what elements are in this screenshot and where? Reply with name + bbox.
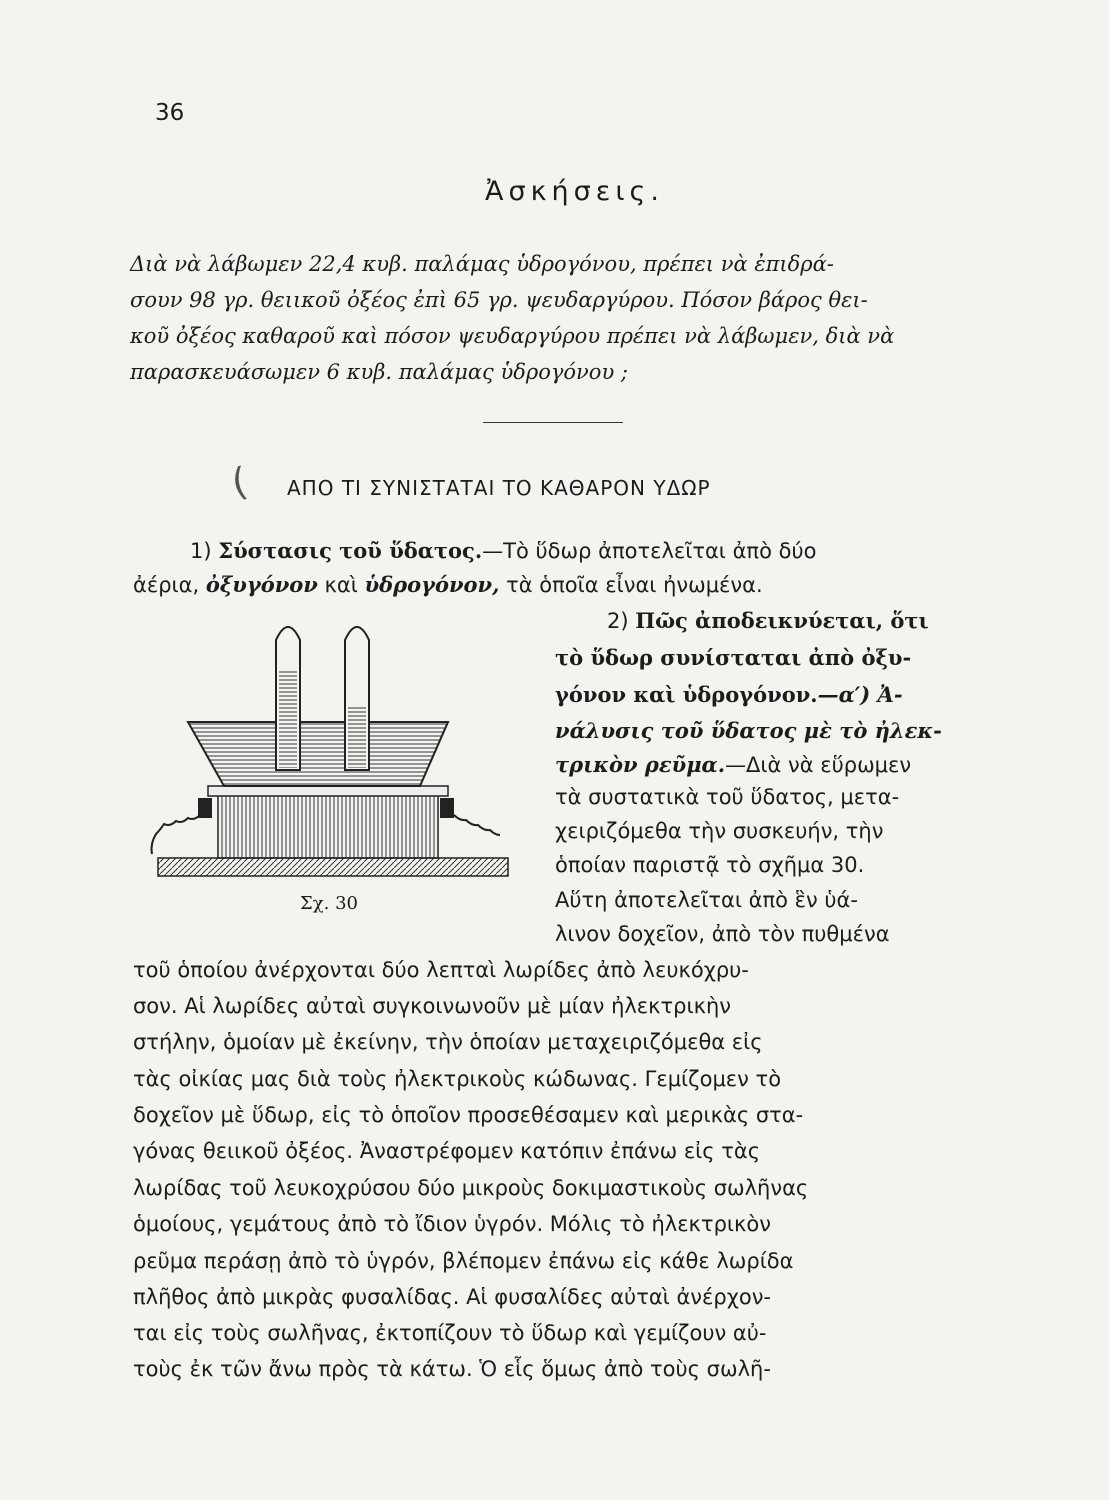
- exercise-line: παρασκευάσωμεν 6 κυβ. παλάμας ὑδρογόνου ;: [130, 360, 628, 384]
- body-line: ρεῦμα περάσῃ ἀπὸ τὸ ὑγρόν, βλέπομεν ἐπάνω εἰς κάθε λωρίδα: [133, 1249, 794, 1273]
- paragraph-2-line: τὰ συστατικὰ τοῦ ὕδατος, μετα-: [555, 785, 900, 809]
- paragraph-2-line-2: τὸ ὕδωρ συνίσταται ἀπὸ ὀξυ-: [555, 645, 912, 670]
- text-run: τὰ ὁποῖα εἶναι ἠνωμένα.: [499, 573, 763, 597]
- exercise-line: Διὰ νὰ λάβωμεν 22,4 κυβ. παλάμας ὑδρογόνου, πρέπει νὰ ἐπιδρά-: [130, 252, 834, 276]
- paragraph-2-line-5: [555, 752, 911, 777]
- chapter-heading: ΑΠΟ ΤΙ ΣΥΝΙΣΤΑΤΑΙ ΤΟ ΚΑΘΑΡΟΝ ΥΔΩΡ: [287, 476, 711, 500]
- text-run: —Διὰ νὰ εὕρωμεν: [725, 753, 912, 777]
- paragraph-2-line-4: νάλυσις τοῦ ὕδατος μὲ τὸ ἠλεκ-: [555, 718, 942, 743]
- paragraph-number: 1): [190, 539, 219, 563]
- paragraph-1-line-1: [190, 538, 816, 563]
- exercise-text: [130, 246, 990, 390]
- bold-term: Σύστασις τοῦ ὕδατος.: [218, 538, 483, 563]
- body-line: σον. Αἱ λωρίδες αὐταὶ συγκοινωνοῦν μὲ μίαν ἠλεκτρικὴν: [133, 994, 732, 1018]
- body-line: στήλην, ὁμοίαν μὲ ἐκείνην, τὴν ὁποίαν μεταχειριζόμεθα εἰς: [133, 1030, 763, 1054]
- body-line: πλῆθος ἀπὸ μικρὰς φυσαλίδας. Αἱ φυσαλίδες αὐταὶ ἀνέρχον-: [133, 1285, 771, 1309]
- body-line: δοχεῖον μὲ ὕδωρ, εἰς τὸ ὁποῖον προσεθέσαμεν καὶ μερικὰς στα-: [133, 1103, 804, 1127]
- paragraph-1-line-2: [133, 572, 763, 597]
- bold-italic-term: —α′) Ἀ-: [817, 682, 903, 707]
- paragraph-2-line-1: [607, 608, 929, 633]
- bold-term: Πῶς ἀποδεικνύεται, ὅτι: [635, 608, 929, 633]
- bold-italic-term: τρικὸν ρεῦμα.: [555, 752, 726, 777]
- exercise-line: σουν 98 γρ. θειικοῦ ὀξέος ἐπὶ 65 γρ. ψευδαργύρου. Πόσον βάρος θει-: [130, 288, 868, 312]
- paragraph-2-line: Αὕτη ἀποτελεῖται ἀπὸ ἓν ὑά-: [555, 888, 858, 912]
- bold-italic-term: ὑδρογόνον,: [364, 572, 500, 597]
- bold-italic-term: ὀξυγόνον: [205, 572, 318, 597]
- body-line: τοὺς ἐκ τῶν ἄνω πρὸς τὰ κάτω. Ὁ εἷς ὅμως ἀπὸ τοὺς σωλῆ-: [133, 1357, 771, 1381]
- bold-term: γόνον καὶ ὑδρογόνον.: [555, 682, 818, 707]
- section-divider: [483, 422, 623, 423]
- body-line: τοῦ ὁποίου ἀνέρχονται δύο λεπταὶ λωρίδες ἀπὸ λευκόχρυ-: [133, 958, 749, 982]
- section-title: Ἀσκήσεις.: [485, 176, 664, 207]
- exercise-line: κοῦ ὀξέος καθαροῦ καὶ πόσον ψευδαργύρου πρέπει νὰ λάβωμεν, διὰ νὰ: [130, 324, 895, 348]
- heading-pencil-mark: (: [228, 459, 251, 505]
- paragraph-number: 2): [607, 609, 636, 633]
- paragraph-2-line: χειριζόμεθα τὴν συσκευήν, τὴν: [555, 819, 884, 843]
- body-line: τὰς οἰκίας μας διὰ τοὺς ἠλεκτρικοὺς κώδωνας. Γεμίζομεν τὸ: [133, 1067, 782, 1091]
- body-line: λωρίδας τοῦ λευκοχρύσου δύο μικροὺς δοκιμαστικοὺς σωλῆνας: [133, 1176, 809, 1200]
- text-run: ἀέρια,: [133, 573, 206, 597]
- body-line: γόνας θειικοῦ ὀξέος. Ἀναστρέφομεν κατόπιν ἐπάνω εἰς τὰς: [133, 1139, 761, 1163]
- text-run: —Τὸ ὕδωρ ἀποτελεῖται ἀπὸ δύο: [482, 539, 817, 563]
- electrolysis-apparatus-figure: [148, 610, 518, 885]
- paragraph-2-line: λινον δοχεῖον, ἀπὸ τὸν πυθμένα: [555, 922, 890, 946]
- paragraph-2-line: ὁποίαν παριστᾷ τὸ σχῆμα 30.: [555, 853, 865, 877]
- text-run: καὶ: [317, 573, 365, 597]
- page-number: 36: [155, 100, 185, 126]
- body-line: ὁμοίους, γεμάτους ἀπὸ τὸ ἴδιον ὑγρόν. Μόλις τὸ ἠλεκτρικὸν: [133, 1212, 771, 1236]
- figure-caption: Σχ. 30: [300, 893, 358, 914]
- body-line: ται εἰς τοὺς σωλῆνας, ἐκτοπίζουν τὸ ὕδωρ καὶ γεμίζουν αὐ-: [133, 1321, 767, 1345]
- paragraph-2-line-3: [555, 682, 903, 707]
